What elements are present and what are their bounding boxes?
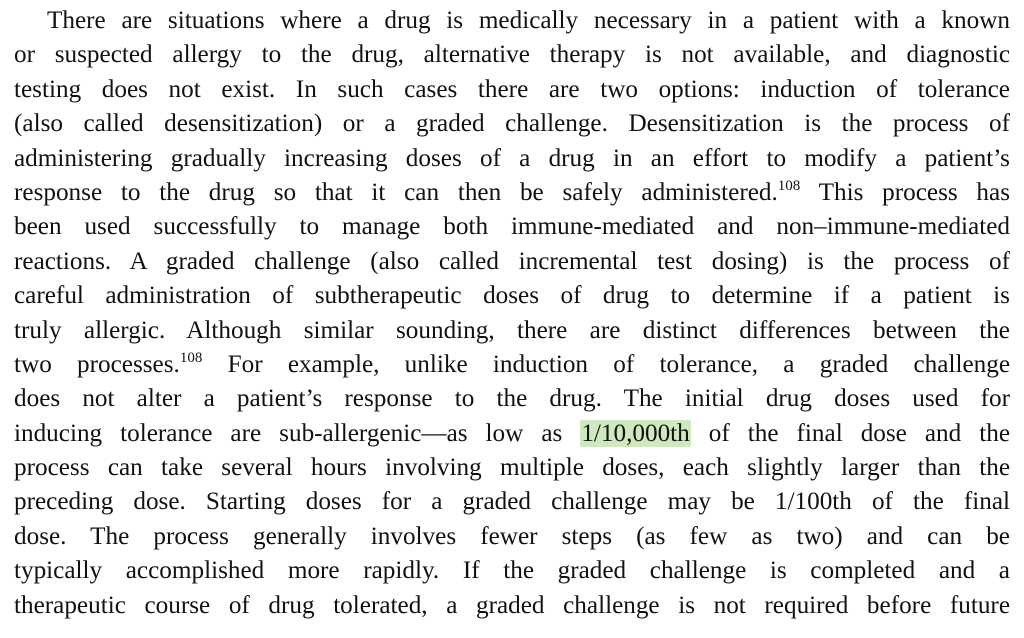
line-text: of the final dose and the	[690, 419, 1010, 447]
line-text: dose. The process generally involves fewer steps (as few as two) and can be	[14, 522, 1010, 550]
text-line	[14, 589, 1010, 623]
text-line	[14, 4, 1010, 38]
line-text: testing does not exist. In such cases there are two options: induction of tolerance	[14, 75, 1010, 103]
text-line	[14, 451, 1010, 485]
line-text: inducing tolerance are sub-allergenic—as low as	[14, 419, 581, 447]
line-text: truly allergic. Although similar sounding, there are distinct differences between the	[14, 316, 1010, 344]
text-line	[14, 417, 1010, 451]
line-text: careful administration of subtherapeutic doses of drug to determine if a patient is	[14, 282, 1010, 310]
line-text: therapeutic course of drug tolerated, a graded challenge is not required before future	[14, 591, 1010, 619]
line-text: reactions. A graded challenge (also called incremental test dosing) is the process of	[14, 247, 1010, 275]
text-line	[14, 107, 1010, 141]
text-line	[14, 142, 1010, 176]
line-text: two processes.	[14, 350, 180, 378]
citation-superscript: 108	[179, 349, 203, 366]
line-text: does not alter a patient’s response to the drug. The initial drug doses used for	[14, 385, 1010, 413]
highlighted-text: 1/10,000th	[581, 419, 690, 447]
line-text: or suspected allergy to the drug, alternative therapy is not available, and diagnostic	[14, 41, 1010, 69]
text-line	[14, 38, 1010, 72]
text-line	[14, 382, 1010, 416]
paragraph	[14, 4, 1010, 623]
text-line	[14, 176, 1010, 210]
line-text: administering gradually increasing doses of a drug in an effort to modify a patient’s	[14, 144, 1010, 172]
line-text: For example, unlike induction of tolerance, a graded challenge	[202, 350, 1010, 378]
text-line	[14, 245, 1010, 279]
citation-superscript: 108	[777, 177, 801, 194]
line-text: process can take several hours involving multiple doses, each slightly larger than the	[14, 454, 1010, 482]
text-line	[14, 279, 1010, 313]
line-text: preceding dose. Starting doses for a graded challenge may be 1/100th of the final	[14, 488, 1010, 516]
line-text: typically accomplished more rapidly. If the graded challenge is completed and a	[14, 557, 1010, 585]
line-text: There are situations where a drug is medically necessary in a patient with a known	[47, 7, 1010, 34]
line-text: response to the drug so that it can then be safely administered.	[14, 178, 778, 206]
text-line	[14, 554, 1010, 588]
text-line	[14, 520, 1010, 554]
line-text: (also called desensitization) or a graded challenge. Desensitization is the process of	[14, 110, 1010, 138]
text-line	[14, 210, 1010, 244]
text-line	[14, 485, 1010, 519]
text-line	[14, 348, 1010, 382]
text-line	[14, 314, 1010, 348]
line-text: been used successfully to manage both immune-mediated and non–immune-mediated	[14, 213, 1010, 241]
document-page	[14, 4, 1010, 623]
text-line	[14, 73, 1010, 107]
line-text: This process has	[800, 178, 1010, 206]
